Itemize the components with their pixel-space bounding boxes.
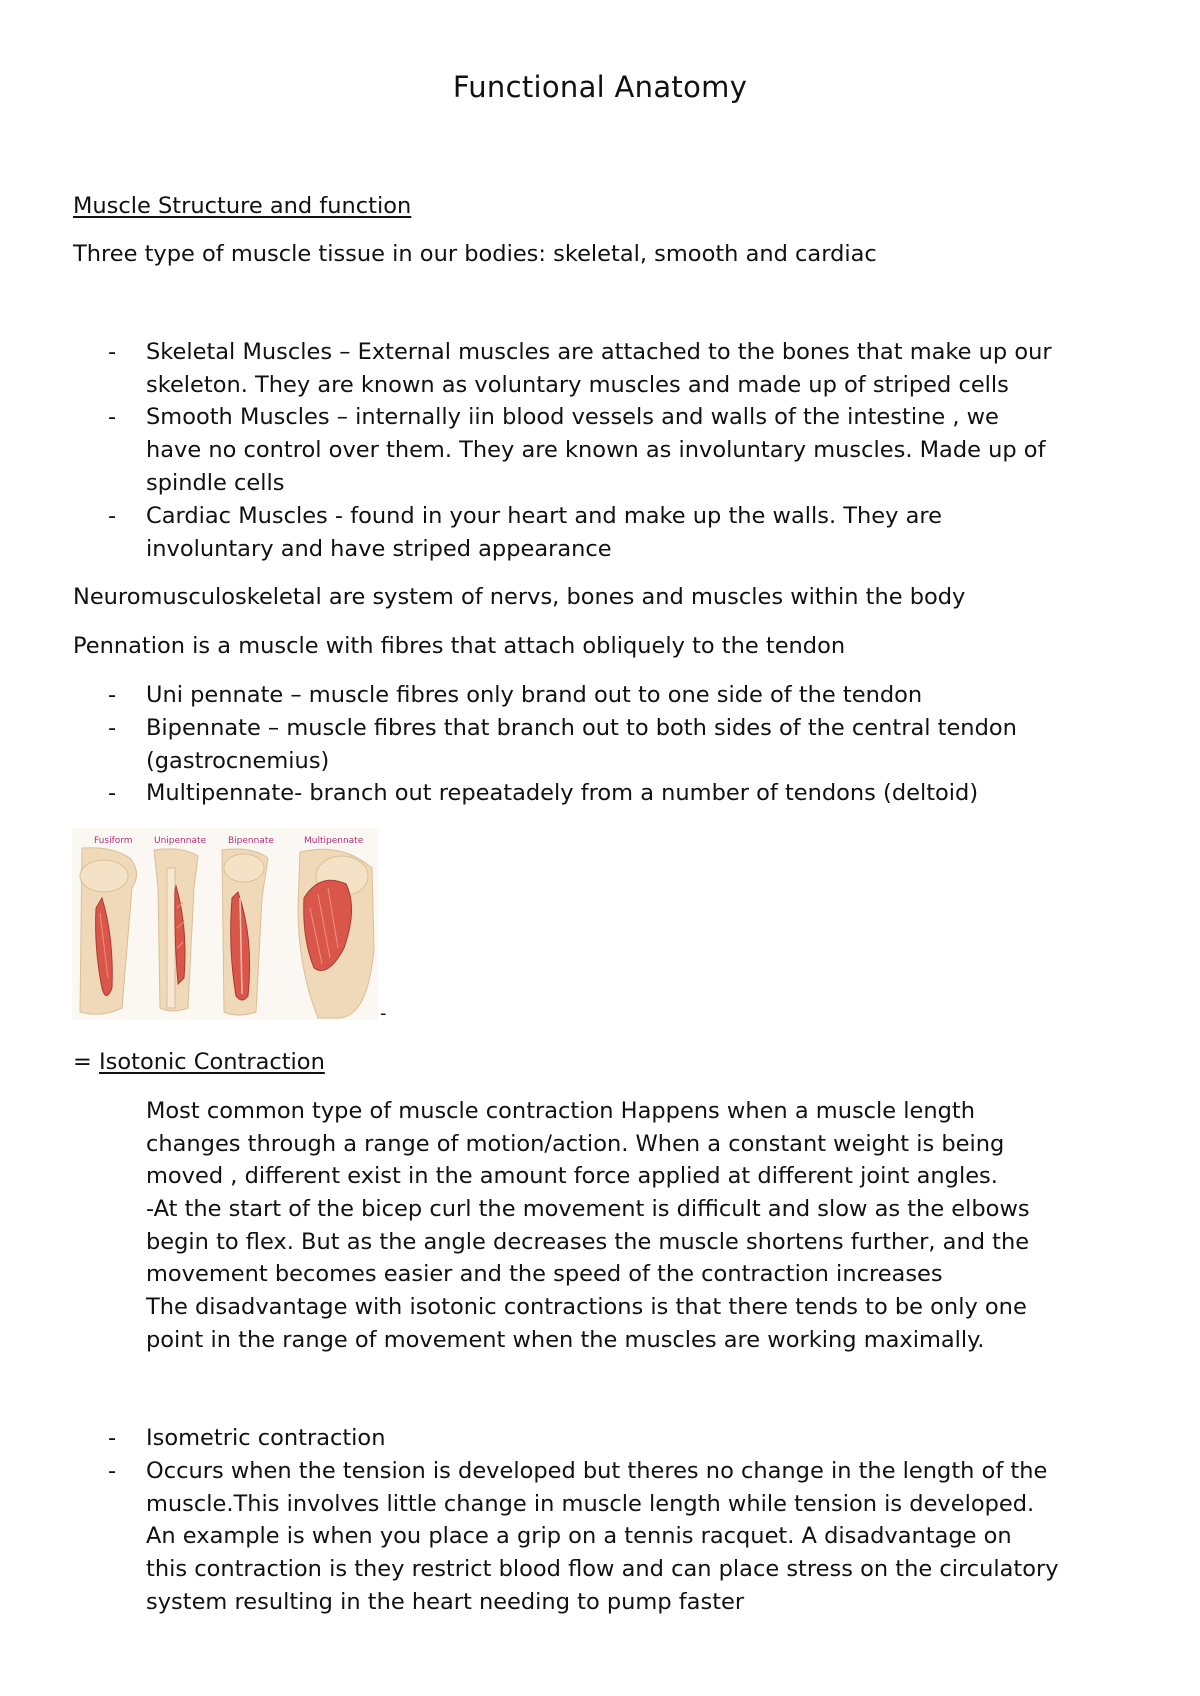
list-bullet: - [108,503,117,529]
section-heading-isotonic: Isotonic Contraction [99,1049,325,1075]
list-bullet: - [108,682,117,708]
list-item-line: Smooth Muscles – internally iin blood vessels and walls of the intestine , we [146,404,999,430]
list-bullet: - [108,780,117,806]
neuro-text: Neuromusculoskeletal are system of nervs, bones and muscles within the body [73,584,966,610]
list-bullet: - [108,715,117,741]
list-bullet: - [108,1458,117,1484]
isotonic-line: begin to flex. But as the angle decreases the muscle shortens further, and the [146,1229,1030,1255]
figure-label-bipennate: Bipennate [228,836,274,846]
isotonic-line: point in the range of movement when the muscles are working maximally. [146,1327,985,1353]
list-item-line: Skeletal Muscles – External muscles are attached to the bones that make up our [146,339,1052,365]
list-bullet: - [108,339,117,365]
list-item-line: system resulting in the heart needing to pump faster [146,1589,745,1615]
figure-label-multipennate: Multipennate [304,836,364,846]
list-item-line: have no control over them. They are known as involuntary muscles. Made up of [146,437,1046,463]
figure-label-unipennate: Unipennate [154,836,207,846]
list-bullet: - [108,1425,117,1451]
list-item-line: muscle.This involves little change in muscle length while tension is developed. [146,1491,1035,1517]
list-item-line: Bipennate – muscle fibres that branch out to both sides of the central tendon [146,715,1017,741]
list-item-line: Cardiac Muscles - found in your heart and make up the walls. They are [146,503,942,529]
pennation-text: Pennation is a muscle with fibres that attach obliquely to the tendon [73,633,846,659]
list-item-line: Multipennate- branch out repeatadely from a number of tendons (deltoid) [146,780,979,806]
multipennate-shoulder-illustration [298,849,374,1018]
equals-prefix: = [73,1049,100,1075]
list-item-line: this contraction is they restrict blood flow and can place stress on the circulatory [146,1556,1059,1582]
list-item-line: Occurs when the tension is developed but theres no change in the length of the [146,1458,1048,1484]
figure-label-fusiform: Fusiform [94,836,133,846]
page-title: Functional Anatomy [452,70,748,104]
isotonic-line: changes through a range of motion/action. When a constant weight is being [146,1131,1005,1157]
isotonic-line: -At the start of the bicep curl the movement is difficult and slow as the elbows [146,1196,1030,1222]
isotonic-line: Most common type of muscle contraction Happens when a muscle length [146,1098,976,1124]
list-item-line: skeleton. They are known as voluntary muscles and made up of striped cells [146,372,1009,398]
intro-text: Three type of muscle tissue in our bodies: skeletal, smooth and cardiac [73,241,877,267]
list-item-line: Isometric contraction [146,1425,386,1451]
isotonic-line: moved , different exist in the amount force applied at different joint angles. [146,1163,998,1189]
list-bullet: - [108,404,117,430]
isotonic-line: movement becomes easier and the speed of the contraction increases [146,1261,943,1287]
list-item-line: Uni pennate – muscle fibres only brand out to one side of the tendon [146,682,923,708]
list-item-line: (gastrocnemius) [146,748,330,774]
isotonic-line: The disadvantage with isotonic contractions is that there tends to be only one [146,1294,1027,1320]
section-heading-muscle-structure: Muscle Structure and function [73,193,412,219]
list-item-line: involuntary and have striped appearance [146,536,612,562]
figure-trailing-dash: - [380,1003,387,1024]
muscle-fibre-figure [72,828,378,1020]
list-item-line: spindle cells [146,470,285,496]
isotonic-heading-row [73,1046,325,1078]
list-item-line: An example is when you place a grip on a tennis racquet. A disadvantage on [146,1523,1012,1549]
